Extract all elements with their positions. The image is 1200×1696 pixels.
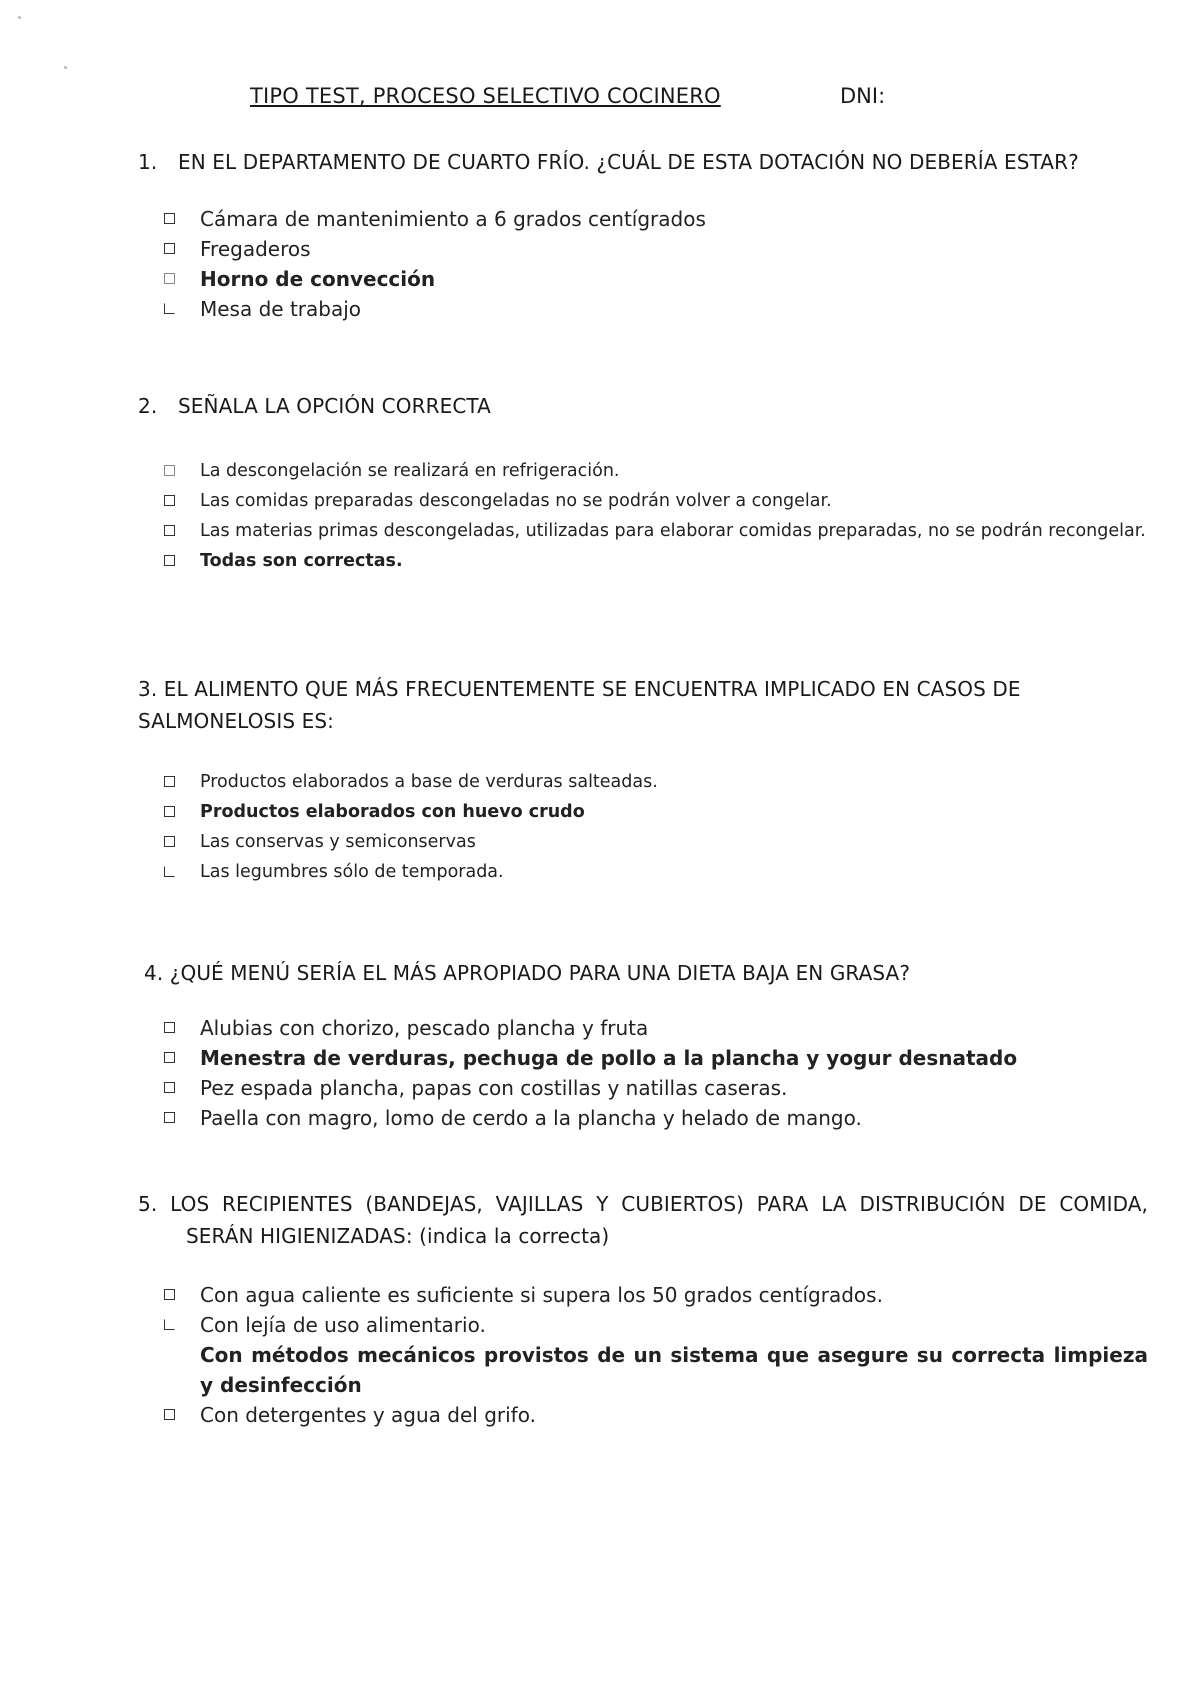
checkbox-icon[interactable] [164,1289,175,1300]
option-label: Productos elaborados con huevo crudo [200,802,585,822]
checkbox-icon[interactable] [164,465,175,476]
checkbox-icon[interactable] [164,836,175,847]
checkbox-icon[interactable] [164,1022,175,1033]
option-label: Alubias con chorizo, pescado plancha y fruta [200,1016,649,1040]
option-4a[interactable] [138,1013,1148,1043]
option-4c[interactable] [138,1073,1148,1103]
option-label: Horno de convección [200,267,436,291]
checkbox-icon[interactable] [164,1082,175,1093]
question-text: SEÑALA LA OPCIÓN CORRECTA [178,394,491,418]
option-label: Las legumbres sólo de temporada. [200,862,504,882]
scan-speck [18,16,21,19]
option-1a[interactable] [138,204,1148,234]
option-3c[interactable] [138,827,1148,857]
option-label: Con métodos mecánicos provistos de un sistema que asegure su correcta limpieza y desinfección [200,1343,1148,1397]
option-2a[interactable] [138,456,1148,486]
option-3a[interactable] [138,767,1148,797]
option-label: Todas son correctas. [200,551,403,571]
options-list [138,204,1148,324]
option-1c[interactable] [138,264,1148,294]
question-number: 4. [144,961,164,985]
option-5c[interactable] [138,1340,1148,1400]
question-4-heading [138,957,1148,989]
options-list [138,1280,1148,1430]
question-number: 5. [138,1192,158,1216]
question-1-heading [138,146,1148,178]
option-2b[interactable] [138,486,1148,516]
question-text: LOS RECIPIENTES (BANDEJAS, VAJILLAS Y CUBIERTOS) PARA LA DISTRIBUCIÓN DE COMIDA, [170,1192,1148,1216]
option-label: Mesa de trabajo [200,297,362,321]
option-label: Productos elaborados a base de verduras salteadas. [200,772,658,792]
checkbox-icon[interactable] [164,1052,175,1063]
question-5-line-2 [138,1220,1148,1252]
dni-label: DNI: [840,84,886,108]
option-label: Pez espada plancha, papas con costillas y natillas caseras. [200,1076,788,1100]
option-2c[interactable] [138,516,1148,546]
option-1d[interactable] [138,294,1148,324]
option-label: Menestra de verduras, pechuga de pollo a la plancha y yogur desnatado [200,1046,1018,1070]
option-4d[interactable] [138,1103,1148,1133]
question-1 [138,146,1148,324]
checkbox-icon[interactable] [164,243,175,254]
question-text: ¿QUÉ MENÚ SERÍA EL MÁS APROPIADO PARA UNA DIETA BAJA EN GRASA? [169,961,911,985]
option-label: Con detergentes y agua del grifo. [200,1403,536,1427]
checkbox-icon[interactable] [164,1409,175,1420]
exam-title: TIPO TEST, PROCESO SELECTIVO COCINERO [250,84,721,108]
option-3b[interactable] [138,797,1148,827]
option-3d[interactable] [138,857,1148,887]
question-2 [138,390,1148,576]
option-label: Las materias primas descongeladas, utilizadas para elaborar comidas preparadas, no se podrán recongelar. [200,521,1146,541]
option-label: La descongelación se realizará en refrigeración. [200,461,620,481]
option-label: Las conservas y semiconservas [200,832,476,852]
question-5-line-1 [138,1188,1148,1220]
option-5d[interactable] [138,1400,1148,1430]
question-text: EL ALIMENTO QUE MÁS FRECUENTEMENTE SE ENCUENTRA IMPLICADO EN CASOS DE SALMONELOSIS ES: [138,677,1021,733]
checkbox-icon[interactable] [164,1349,175,1360]
option-5b[interactable] [138,1310,1148,1340]
question-number: 2. [138,394,158,418]
question-text: EN EL DEPARTAMENTO DE CUARTO FRÍO. ¿CUÁL DE ESTA DOTACIÓN NO DEBERÍA ESTAR? [178,150,1079,174]
checkbox-icon[interactable] [164,1112,175,1123]
question-3 [138,673,1148,887]
question-number: 1. [138,150,158,174]
option-2d[interactable] [138,546,1148,576]
question-5-heading [138,1188,1148,1252]
question-5 [138,1188,1148,1430]
checkbox-icon[interactable] [164,1319,175,1330]
question-2-heading [138,390,1148,422]
option-label: Con agua caliente es suficiente si supera los 50 grados centígrados. [200,1283,883,1307]
checkbox-icon[interactable] [164,776,175,787]
option-label: Las comidas preparadas descongeladas no se podrán volver a congelar. [200,491,832,511]
scan-speck [64,66,67,69]
checkbox-icon[interactable] [164,303,175,314]
question-4 [138,957,1148,1133]
checkbox-icon[interactable] [164,495,175,506]
question-number: 3. [138,677,158,701]
option-label: Fregaderos [200,237,311,261]
option-label: Con lejía de uso alimentario. [200,1313,486,1337]
option-label: Paella con magro, lomo de cerdo a la plancha y helado de mango. [200,1106,862,1130]
checkbox-icon[interactable] [164,213,175,224]
checkbox-icon[interactable] [164,806,175,817]
checkbox-icon[interactable] [164,273,175,284]
checkbox-icon[interactable] [164,866,175,877]
options-list [138,767,1148,887]
question-text: SERÁN HIGIENIZADAS: (indica la correcta) [186,1224,610,1248]
question-3-heading [138,673,1148,737]
option-1b[interactable] [138,234,1148,264]
options-list [138,1013,1148,1133]
options-list [138,456,1148,576]
checkbox-icon[interactable] [164,555,175,566]
checkbox-icon[interactable] [164,525,175,536]
option-5a[interactable] [138,1280,1148,1310]
exam-header [250,84,970,114]
option-label: Cámara de mantenimiento a 6 grados centígrados [200,207,706,231]
option-4b[interactable] [138,1043,1148,1073]
